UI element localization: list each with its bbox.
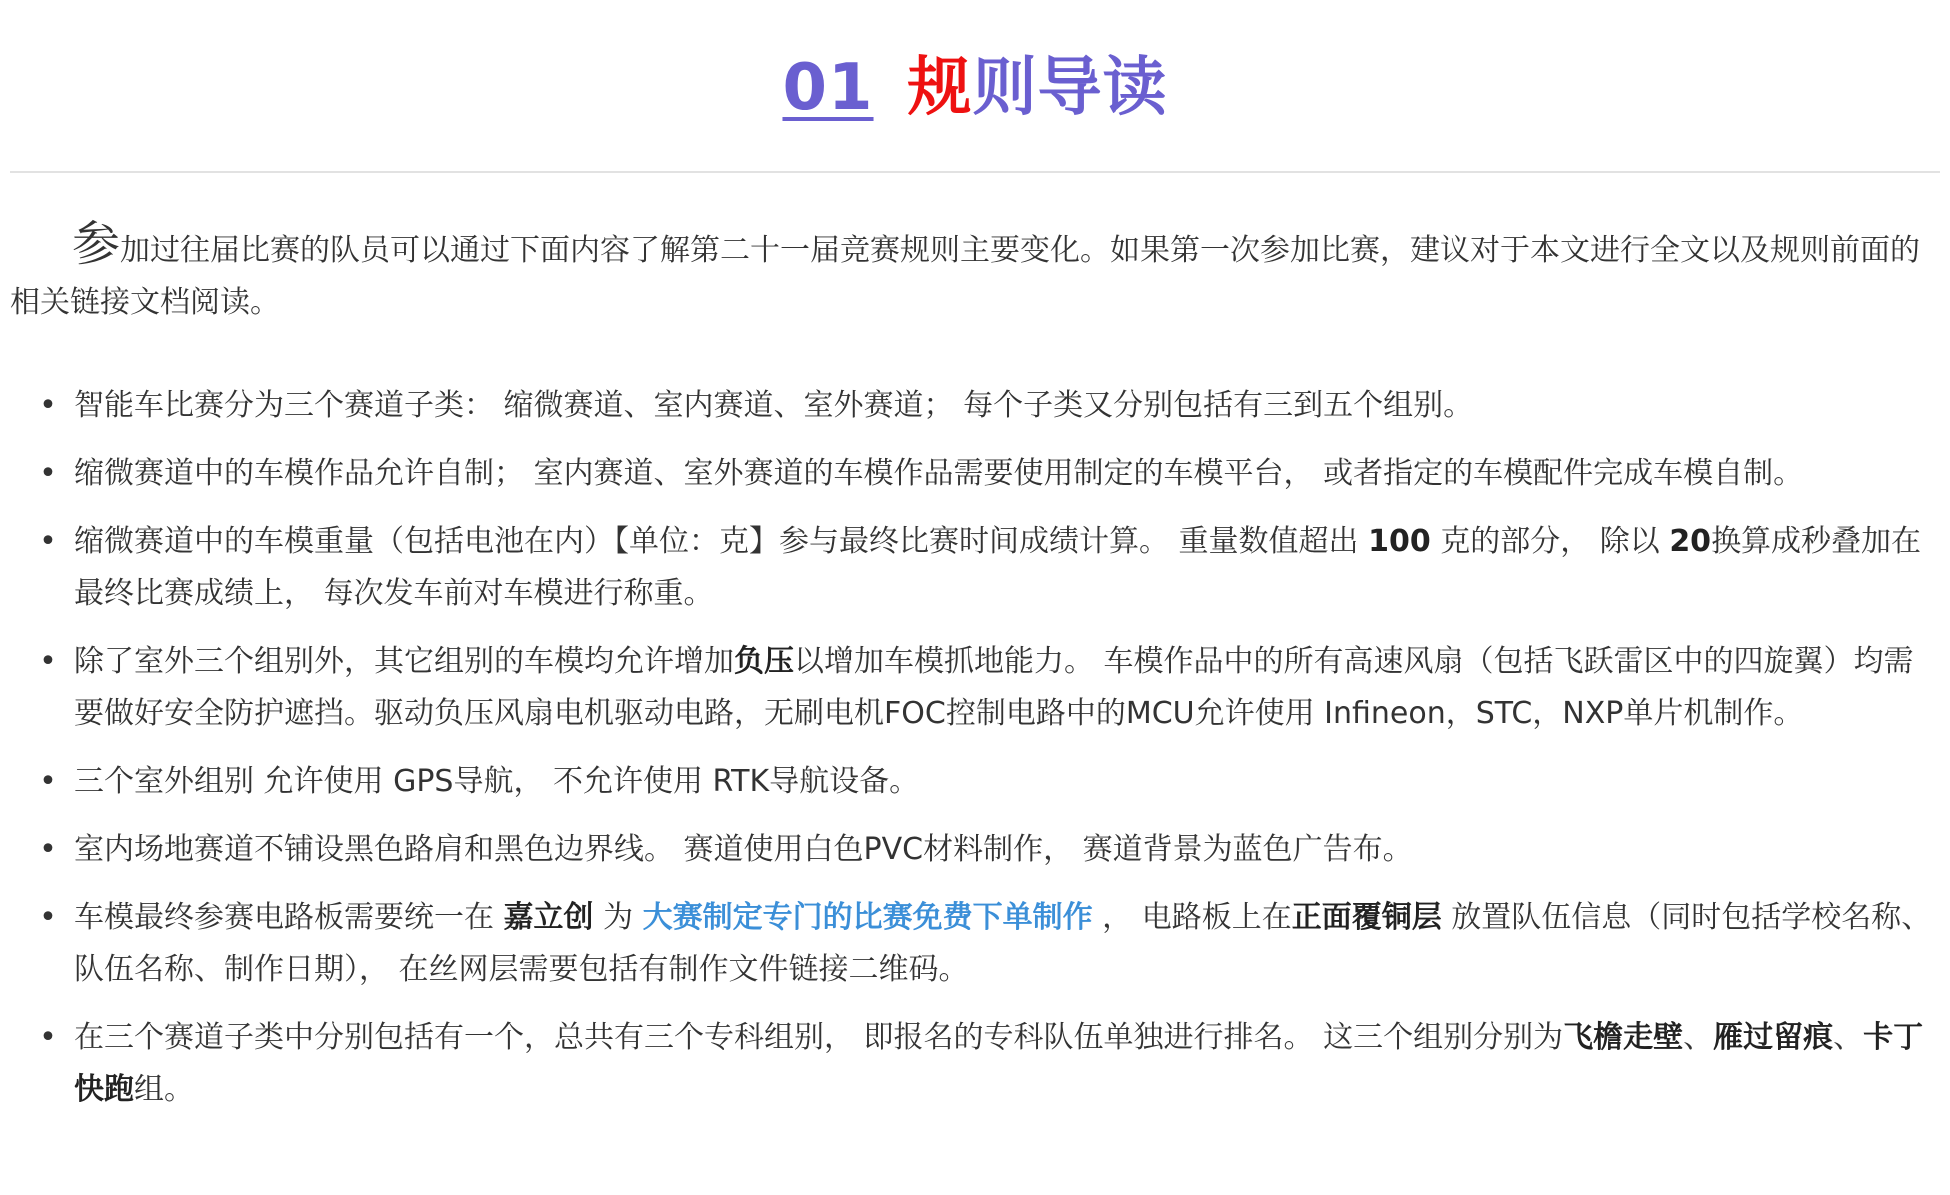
list-item (36, 756, 1936, 808)
emphasis-copper-layer: 正面覆铜层 (1291, 900, 1442, 935)
list-item-text: 在三个赛道子类中分别包括有一个，总共有三个专科组别， 即报名的专科队伍单独进行排名。 这三个组别分别为 (74, 1020, 1564, 1055)
weight-threshold: 100 (1368, 524, 1431, 559)
section-heading (0, 40, 1950, 136)
list-item-text: 除了室外三个组别外，其它组别的车模均允许增加 (74, 644, 734, 679)
list-item-text: ， 电路板上在 (1092, 900, 1292, 935)
list-item (36, 636, 1936, 740)
list-item-text: 室内场地赛道不铺设黑色路肩和黑色边界线。 赛道使用白色PVC材料制作， 赛道背景为蓝色广告布。 (74, 832, 1413, 867)
section-title-first-char: 规 (907, 51, 973, 125)
bullet-icon: • (39, 832, 57, 867)
list-item-text: 克的部分， 除以 (1430, 524, 1670, 559)
list-item-text: 以增加车模抓地能力。 车模作品中的所有高速风扇（包括飞跃雷区中的四旋翼）均需要做好安全防护遮挡。驱动负压风扇电机驱动电路，无刷电机FOC控制电路中的MCU允许使用 Infineon，STC，NXP单片机制作。 (74, 644, 1914, 731)
list-item (36, 516, 1936, 620)
list-item (36, 824, 1936, 876)
list-item-text: 车模最终参赛电路板需要统一在 (74, 900, 504, 935)
list-item-text: 换算成秒叠加在最终比赛成绩上， 每次发车前对车模进行称重。 (74, 524, 1922, 611)
emphasis-vendor: 嘉立创 (503, 900, 594, 935)
list-item-text: 、 (1683, 1020, 1714, 1055)
bullet-icon: • (39, 764, 57, 799)
bullet-icon: • (39, 1020, 57, 1055)
list-item-text: 缩微赛道中的车模重量（包括电池在内）【单位：克】参与最终比赛时间成绩计算。 重量数值超出 (74, 524, 1369, 559)
bullet-icon: • (39, 900, 57, 935)
list-item-text: 为 (593, 900, 643, 935)
list-item (36, 380, 1936, 432)
weight-divisor: 20 (1669, 524, 1712, 559)
emphasis-negative-pressure: 负压 (734, 644, 794, 679)
section-title-rest: 则导读 (972, 51, 1168, 125)
list-item (36, 1012, 1936, 1116)
list-item-text: 组。 (134, 1072, 194, 1107)
bullet-icon: • (39, 388, 57, 423)
intro-paragraph (10, 218, 1930, 329)
rule-change-list (36, 380, 1936, 1132)
intro-text: 加过往届比赛的队员可以通过下面内容了解第二十一届竞赛规则主要变化。如果第一次参加比赛，建议对于本文进行全文以及规则前面的相关链接文档阅读。 (10, 233, 1921, 320)
emphasis-group-name: 雁过留痕 (1713, 1020, 1834, 1055)
list-item-text: 三个室外组别 允许使用 GPS导航， 不允许使用 RTK导航设备。 (74, 764, 920, 799)
emphasis-group-name: 卡丁快跑 (74, 1020, 1924, 1107)
list-item (36, 448, 1936, 500)
emphasis-group-name: 飞檐走壁 (1563, 1020, 1684, 1055)
list-item (36, 892, 1936, 996)
divider (10, 171, 1940, 173)
bullet-icon: • (39, 644, 57, 679)
list-item-text: 、 (1833, 1020, 1864, 1055)
list-item-text: 缩微赛道中的车模作品允许自制； 室内赛道、室外赛道的车模作品需要使用制定的车模平台， 或者指定的车模配件完成车模自制。 (74, 456, 1804, 491)
order-link[interactable]: 大赛制定专门的比赛免费下单制作 (642, 900, 1093, 935)
list-item-text: 放置队伍信息（同时包括学校名称、队伍名称、制作日期）， 在丝网层需要包括有制作文件链接二维码。 (74, 900, 1932, 987)
intro-first-char: 参 (72, 216, 121, 272)
bullet-icon: • (39, 456, 57, 491)
list-item-text: 智能车比赛分为三个赛道子类： 缩微赛道、室内赛道、室外赛道； 每个子类又分别包括有三到五个组别。 (74, 388, 1474, 423)
bullet-icon: • (39, 524, 57, 559)
section-number: 01 (782, 51, 874, 125)
